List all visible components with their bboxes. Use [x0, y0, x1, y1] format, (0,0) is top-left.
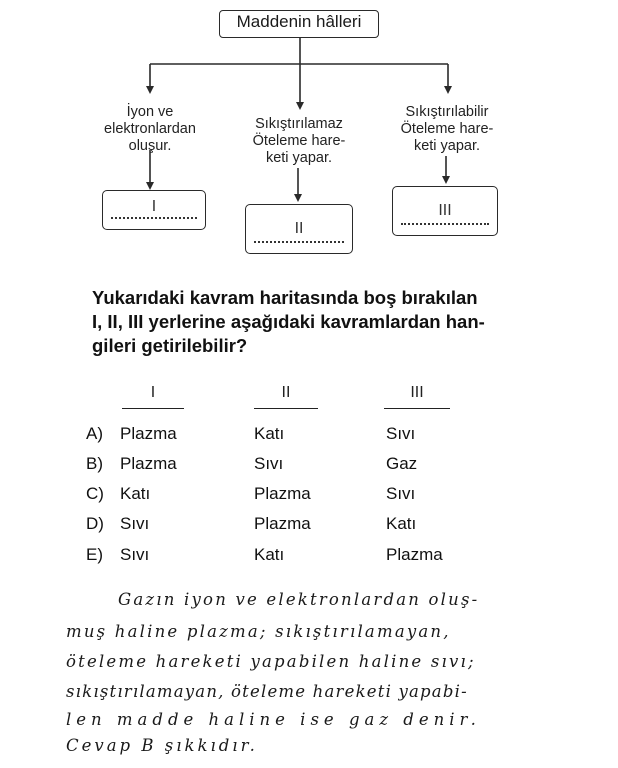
option-c-value-i: Katı [120, 484, 151, 503]
branch-ii-description [232, 116, 366, 167]
option-a-value-i: Plazma [120, 424, 177, 443]
option-a-letter: A) [86, 424, 103, 443]
concept-map [0, 0, 618, 270]
branch-iii-line-3: keti yapar. [413, 138, 481, 154]
column-header-iii: III [410, 384, 424, 401]
branch-i-line-3: oluşur. [128, 138, 172, 154]
option-e-letter: E) [86, 545, 103, 564]
solution-line-6: Cevap B şıkkıdır. [66, 736, 258, 755]
branch-ii-line-3: keti yapar. [265, 150, 333, 166]
branch-iii-description [380, 104, 514, 155]
column-header-ii: II [281, 384, 291, 401]
option-c-value-ii: Plazma [254, 484, 311, 503]
option-d-value-i: Sıvı [120, 514, 150, 533]
option-a-value-iii: Sıvı [386, 424, 416, 443]
root-concept: Maddenin hâlleri [219, 10, 379, 38]
branch-iii-line-2: Öteleme hare- [400, 121, 494, 137]
option-b-value-ii: Sıvı [254, 454, 284, 473]
option-c[interactable] [86, 484, 556, 508]
option-b-value-iii: Gaz [386, 454, 418, 473]
option-d-letter: D) [86, 514, 104, 533]
handwritten-solution [0, 584, 618, 764]
option-a-value-ii: Katı [254, 424, 285, 443]
option-e-value-i: Sıvı [120, 545, 150, 564]
branch-i-line-2: elektronlardan [104, 121, 196, 137]
solution-line-2: muş haline plazma; sıkıştırılamayan, [66, 622, 451, 641]
option-b-letter: B) [86, 454, 103, 473]
column-rule-ii [254, 408, 318, 409]
solution-line-3: öteleme hareketi yapabilen haline sıvı; [66, 652, 476, 671]
branch-ii-line-2: Öteleme hare- [252, 133, 346, 149]
solution-line-4: sıkıştırılamayan, öteleme hareketi yapabi- [66, 682, 468, 701]
branch-i-description [82, 104, 218, 155]
blank-label-iii: III [438, 201, 452, 219]
blank-dots-ii [254, 241, 344, 243]
solution-line-5: len madde haline ise gaz denir. [66, 710, 481, 729]
column-rule-iii [384, 408, 450, 409]
branch-i-line-1: İyon ve [126, 104, 174, 120]
blank-label-i: I [151, 197, 157, 215]
question-text [92, 286, 612, 358]
blank-label-ii: II [294, 219, 304, 237]
question-line-2: I, II, III yerlerine aşağıdaki kavramlardan han- [92, 311, 485, 332]
question-line-3: gileri getirilebilir? [92, 335, 248, 356]
option-b[interactable] [86, 454, 556, 478]
option-e-value-iii: Plazma [386, 545, 443, 564]
branch-iii-line-1: Sıkıştırılabilir [405, 104, 489, 120]
blank-dots-i [111, 217, 197, 219]
answer-options [0, 420, 618, 580]
blank-box-iii [392, 186, 498, 236]
option-c-letter: C) [86, 484, 104, 503]
option-d-value-ii: Plazma [254, 514, 311, 533]
blank-box-ii [245, 204, 353, 254]
option-d-value-iii: Katı [386, 514, 417, 533]
option-a[interactable] [86, 424, 556, 448]
option-c-value-iii: Sıvı [386, 484, 416, 503]
blank-box-i [102, 190, 206, 230]
option-e-value-ii: Katı [254, 545, 285, 564]
option-d[interactable] [86, 514, 556, 538]
question-line-1: Yukarıdaki kavram haritasında boş bırakılan [92, 287, 478, 308]
option-b-value-i: Plazma [120, 454, 177, 473]
blank-dots-iii [401, 223, 489, 225]
column-rule-i [122, 408, 184, 409]
branch-ii-line-1: Sıkıştırılamaz [255, 116, 343, 132]
solution-line-1: Gazın iyon ve elektronlardan oluş- [118, 590, 480, 609]
column-header-i: I [150, 384, 156, 401]
option-e[interactable] [86, 545, 556, 569]
